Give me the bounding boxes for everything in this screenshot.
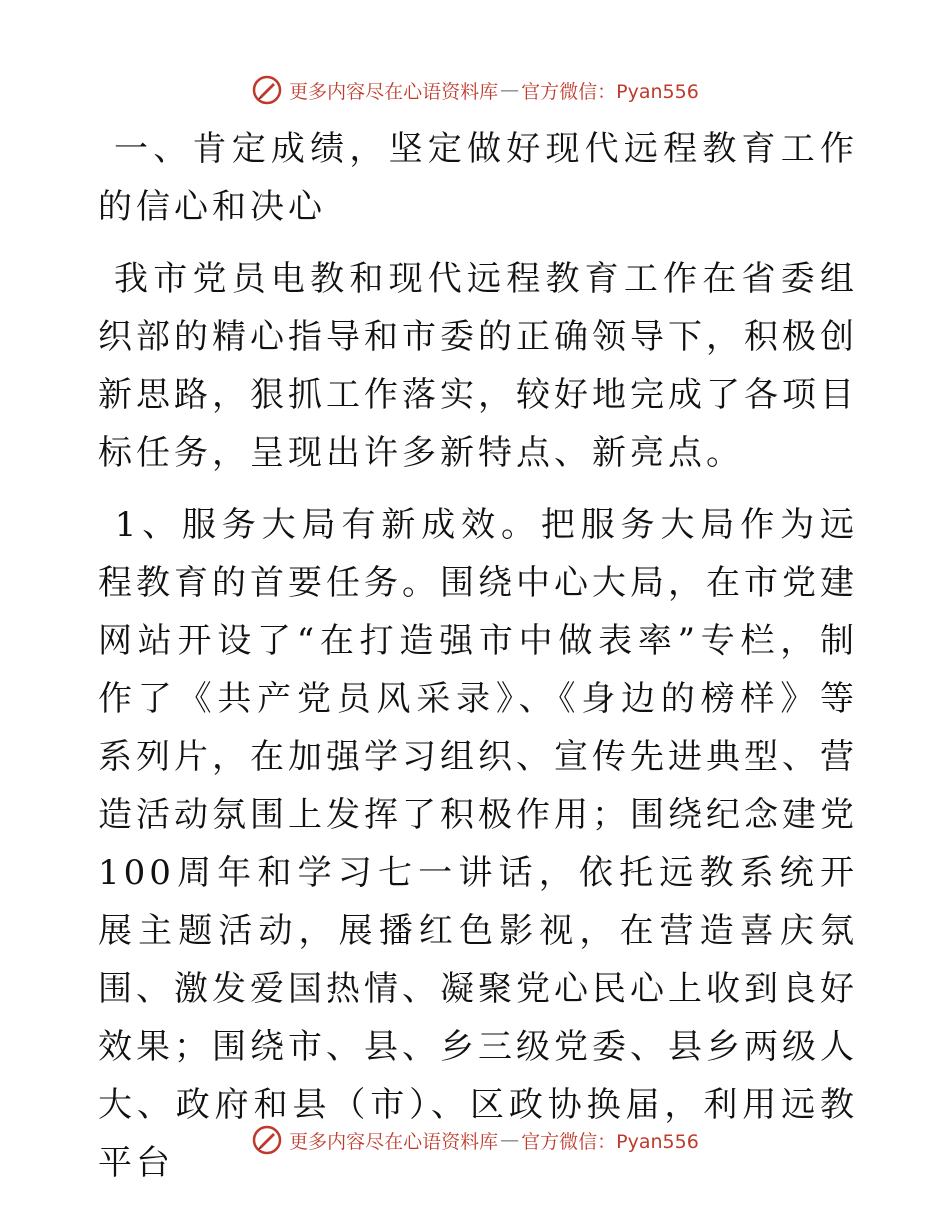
logo-icon	[251, 74, 283, 106]
banner-separator: —	[500, 79, 520, 101]
header-banner	[0, 70, 950, 110]
banner-wechat-text: 官方微信：Pyan556	[521, 1130, 699, 1153]
banner-separator: —	[500, 1129, 520, 1151]
banner-wechat-text: 官方微信：Pyan556	[521, 80, 699, 103]
document-body	[98, 120, 858, 1192]
banner-brand-text: 更多内容尽在心语资料库	[289, 1130, 499, 1153]
section-heading: 一、肯定成绩，坚定做好现代远程教育工作的信心和决心	[98, 129, 858, 227]
paragraph-2: 1、服务大局有新成效。把服务大局作为远程教育的首要任务。围绕中心大局，在市党建网站开设了“在打造强市中做表率”专栏，制作了《共产党员风采录》、《身边的榜样》等系列片，在加强学习组织、宣传先进典型、营造活动氛围上发挥了积极作用；围绕纪念建党100周年和学习七一讲话，依托远教系统开展主题活动，展播红色影视，在营造喜庆氛围、激发爱国热情、凝聚党心民心上收到良好效果；围绕市、县、乡三级党委、县乡两级人大、政府和县（市）、区政协换届，利用远教平台	[98, 505, 858, 1183]
banner-brand-text: 更多内容尽在心语资料库	[289, 80, 499, 103]
logo-icon	[251, 1124, 283, 1156]
footer-banner	[0, 1120, 950, 1160]
paragraph-1: 我市党员电教和现代远程教育工作在省委组织部的精心指导和市委的正确领导下，积极创新思路，狠抓工作落实，较好地完成了各项目标任务，呈现出许多新特点、新亮点。	[98, 259, 858, 473]
